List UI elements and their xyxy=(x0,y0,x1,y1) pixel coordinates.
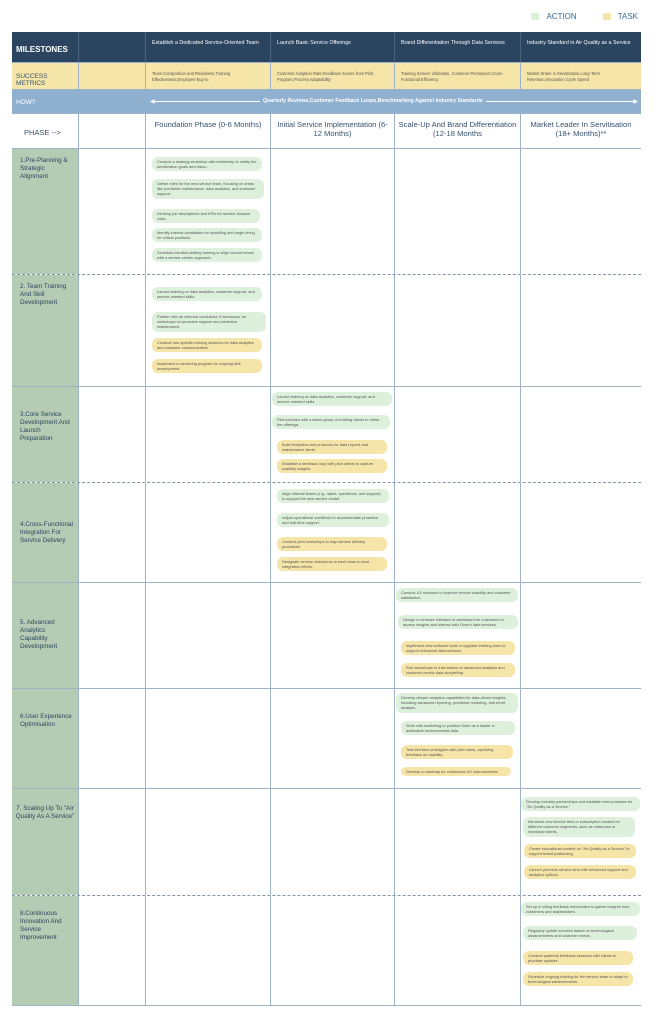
stage-row-2 xyxy=(12,275,641,387)
action-item: Identify internal candidates for upskilling and begin hiring for critical positions. xyxy=(152,228,262,242)
metric-cell-3 xyxy=(395,63,521,89)
arrow-right-icon: ▶ xyxy=(633,99,638,105)
action-item: Design a cohesive interface or dashboard for customers to access insights and interact with Olom's data services. xyxy=(398,615,518,629)
action-item: Regularly update services based on technological advancements and customer needs. xyxy=(523,926,637,940)
how-label: HOW? xyxy=(16,99,36,106)
legend-action-label: ACTION xyxy=(546,12,577,21)
task-item: Implement new software tools or upgrade existing ones to support enhanced data services. xyxy=(401,641,515,655)
task-item: Conduct role-specific training sessions for data analytics and customer communication. xyxy=(152,338,262,352)
stage-phase-cell xyxy=(146,275,271,386)
stage-phase-cell xyxy=(521,483,641,582)
roadmap-grid xyxy=(12,32,641,1006)
milestone-2: Launch Basic Service Offerings xyxy=(277,40,351,46)
task-item: Run workshops to train teams on advanced analytics and customer-centric data storytelling xyxy=(401,663,515,677)
phase-label: PHASE --> xyxy=(24,128,61,137)
action-item: Schedule mindset-shifting training to align current teams with a service-centric approach. xyxy=(152,248,262,262)
milestones-empty-cell xyxy=(79,32,146,62)
stage-phase-cell xyxy=(271,789,395,895)
stage-title-5: 5. Advanced Analytics Capability Development xyxy=(20,619,58,650)
metrics-label-cell xyxy=(12,63,79,89)
stage-empty-cell xyxy=(79,149,146,274)
stage-label-cell-4 xyxy=(12,483,79,582)
stage-phase-cell xyxy=(521,149,641,274)
stage-row-3 xyxy=(12,387,641,483)
stage-phase-cell xyxy=(521,689,641,788)
phase-row xyxy=(12,113,641,149)
action-item: Develop job descriptions and KPIs for service-focused roles. xyxy=(152,209,260,223)
stage-phase-cell xyxy=(395,149,521,274)
stage-empty-cell xyxy=(79,483,146,582)
stage-label-cell-7 xyxy=(12,789,79,895)
action-item: Partner with an external consultant, if necessary, for workshops on proactive support and predictive maintenance. xyxy=(152,312,266,332)
phase-cell-4 xyxy=(521,114,641,148)
stage-phase-cell xyxy=(271,583,395,688)
task-item: Schedule ongoing training for the service team to adapt to technological advancements. xyxy=(523,972,633,986)
stage-empty-cell xyxy=(79,896,146,1005)
stage-empty-cell xyxy=(79,583,146,688)
stage-row-6 xyxy=(12,689,641,789)
task-item: Test interface prototypes with pilot users, capturing feedback on usability. xyxy=(401,745,513,759)
arrow-left-icon: ◀ xyxy=(150,99,155,105)
stage-label-cell-1 xyxy=(12,149,79,274)
phase-3: Scale-Up And Brand Differentiation (12-18 Months xyxy=(398,120,517,138)
stage-empty-cell xyxy=(79,789,146,895)
phase-label-cell xyxy=(12,114,79,148)
milestones-label-cell xyxy=(12,32,79,62)
task-item: Establish a feedback loop with pilot clients to capture usability insights. xyxy=(277,459,387,473)
stage-title-7: 7. Scaling Up To "Air Quality As A Service" xyxy=(15,805,75,820)
task-item: Develop a roadmap for continuous UX improvements. xyxy=(401,767,511,776)
phase-cell-2 xyxy=(271,114,395,148)
how-row xyxy=(12,89,641,113)
action-item: Pilot services with a select group of existing clients to refine the offerings. xyxy=(272,415,390,429)
milestone-cell-3 xyxy=(395,32,521,62)
action-item: Launch training on data analytics, customer support, and service-oriented skills. xyxy=(152,287,262,301)
action-item: Set up a rolling feedback mechanism to gather insights from customers and stakeholders. xyxy=(521,902,640,916)
stage-label-cell-5 xyxy=(12,583,79,688)
stage-title-3: 3.Core Service Development And Launch Preparation xyxy=(20,411,70,442)
stage-label-cell-3 xyxy=(12,387,79,482)
stage-row-4 xyxy=(12,483,641,583)
metric-1: Team Composition and Readiness,Training Effectiveness,Employee Buy-in xyxy=(152,71,231,82)
milestone-cell-1 xyxy=(146,32,271,62)
action-item: Develop deeper analytics capabilities for data-driven insights, including advanced reporting, predictive modeling, and trend analysis. xyxy=(396,693,518,713)
stage-phase-cell xyxy=(395,896,521,1005)
action-swatch xyxy=(531,13,539,20)
action-item: Launch training on data analytics, customer support, and service-oriented skills. xyxy=(272,392,392,406)
legend-action xyxy=(531,12,576,21)
stage-phase-cell xyxy=(521,387,641,482)
metric-cell-2 xyxy=(271,63,395,89)
legend-task xyxy=(603,12,638,21)
stage-title-8: 8.Continuous Innovation And Service Improvement xyxy=(20,910,62,941)
how-text: Quarterly Reviews,Customer Feedback Loops,Benchmarking Against Industry Standards xyxy=(260,98,486,104)
task-item: Launch premium service tiers with enhanced support and analytics options. xyxy=(524,865,636,879)
stage-phase-cell xyxy=(146,689,271,788)
task-item: Implement a mentoring program for ongoing skill development. xyxy=(152,359,262,373)
phase-cell-3 xyxy=(395,114,521,148)
task-item: Build templates and protocols for data reports and maintenance alerts. xyxy=(277,440,387,454)
stage-empty-cell xyxy=(79,689,146,788)
stage-phase-cell xyxy=(521,896,641,1005)
action-item: Conduct a strategy workshop with leadership to clarify the servitization goals and vision. xyxy=(152,157,262,171)
stage-phase-cell xyxy=(521,275,641,386)
stage-title-4: 4.Cross-Functional Integration For Service Delivery xyxy=(20,521,73,544)
stage-phase-cell xyxy=(271,387,395,482)
milestone-1: Establish a Dedicated Service-Oriented Team xyxy=(152,40,259,46)
stage-title-1: 1.Pre-Planning & Strategic Alignment xyxy=(20,157,68,180)
legend xyxy=(531,12,638,21)
stage-phase-cell xyxy=(271,149,395,274)
milestone-cell-4 xyxy=(521,32,641,62)
stage-label-cell-2 xyxy=(12,275,79,386)
stage-empty-cell xyxy=(79,275,146,386)
metrics-empty-cell xyxy=(79,63,146,89)
action-item: Adjust operational workflows to accommodate proactive and real-time support. xyxy=(277,513,389,527)
action-item: Develop industry partnerships and establish best practices for "Air Quality as a Service." xyxy=(521,797,640,811)
stage-phase-cell xyxy=(395,483,521,582)
stage-phase-cell xyxy=(395,689,521,788)
metric-3: Training Service Utilization, Customer Perception,Cross-Functional Efficiency xyxy=(401,71,504,82)
stage-phase-cell xyxy=(395,275,521,386)
stage-phase-cell xyxy=(521,583,641,688)
stage-phase-cell xyxy=(146,789,271,895)
stage-row-8 xyxy=(12,896,641,1006)
action-item: Define roles for the new service team, focusing on areas like predictive maintenance, data analytics, and customer support. xyxy=(152,179,264,199)
stage-phase-cell xyxy=(146,387,271,482)
milestones-row xyxy=(12,32,641,62)
metric-cell-4 xyxy=(521,63,641,89)
stage-empty-cell xyxy=(79,387,146,482)
stage-label-cell-6 xyxy=(12,689,79,788)
task-item: Conduct joint workshops to map service delivery processes. xyxy=(277,537,387,551)
stage-phase-cell xyxy=(271,483,395,582)
action-item: Work with marketing to position Olom as a leader in actionable environmental data. xyxy=(401,721,515,735)
stage-phase-cell xyxy=(271,896,395,1005)
metric-2: Customer Adoption Rate,Feedback Scores from Pilot Program,Process Adaptability xyxy=(277,71,374,82)
task-swatch xyxy=(603,13,611,20)
task-item: Designate service champions in each team to lead integration efforts. xyxy=(277,557,387,571)
stage-phase-cell xyxy=(146,583,271,688)
stage-phase-cell xyxy=(395,583,521,688)
action-item: Align internal teams (e.g., sales, operations, and support) to support the new service model. xyxy=(277,489,389,503)
phase-4: Market Leader In Servitisation (18+ Months)** xyxy=(530,120,632,138)
action-item: Introduce new service tiers or subscription models for different customer segments, such as enterprise or municipal clients. xyxy=(523,817,635,837)
milestone-4: Industry Standard in Air Quality as a Service xyxy=(527,40,631,46)
stage-phase-cell xyxy=(271,275,395,386)
legend-task-label: TASK xyxy=(617,12,638,21)
phase-1: Foundation Phase (0-6 Months) xyxy=(154,120,262,129)
phase-cell-1 xyxy=(146,114,271,148)
stage-phase-cell xyxy=(271,689,395,788)
stage-phase-cell xyxy=(146,483,271,582)
phase-2: Initial Service Implementation (6-12 Months) xyxy=(277,120,388,138)
stage-phase-cell xyxy=(395,789,521,895)
action-item: Conduct UX research to improve service usability and customer satisfaction. xyxy=(396,588,518,602)
stage-phase-cell xyxy=(521,789,641,895)
task-item: Conduct quarterly feedback sessions with clients to prioritize updates. xyxy=(523,951,633,965)
metric-4: Market Share in Servitization,Long-Term Retention,Innovation Cycle Speed xyxy=(527,71,601,82)
stage-label-cell-8 xyxy=(12,896,79,1005)
metrics-label: SUCCESS METRICS xyxy=(16,73,48,87)
stage-row-5 xyxy=(12,583,641,689)
stage-phase-cell xyxy=(395,387,521,482)
stage-phase-cell xyxy=(146,149,271,274)
stage-phase-cell xyxy=(146,896,271,1005)
milestone-cell-2 xyxy=(271,32,395,62)
phase-empty-cell xyxy=(79,114,146,148)
task-item: Create educational content on "Air Quality as a Service" to support brand positioning. xyxy=(524,844,636,858)
stage-row-1 xyxy=(12,149,641,275)
stage-title-2: 2. Team Training And Skill Development xyxy=(20,283,67,306)
stage-title-6: 6.User Experience Optimisation xyxy=(20,713,72,728)
metric-cell-1 xyxy=(146,63,271,89)
metrics-row xyxy=(12,62,641,89)
milestone-3: Brand Differentiation Through Data Services xyxy=(401,40,505,46)
stage-row-7 xyxy=(12,789,641,896)
milestones-label: MILESTONES xyxy=(16,45,68,54)
